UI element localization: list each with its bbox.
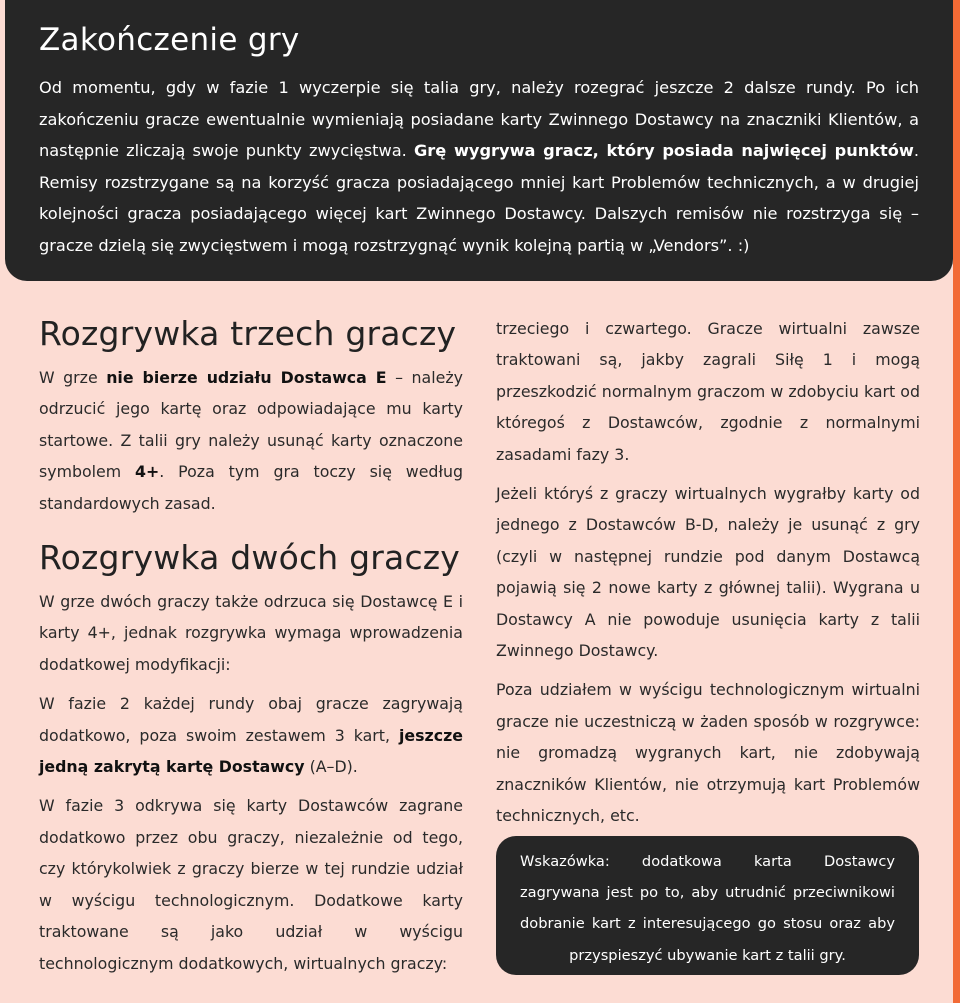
three-players-symbol: 4+ — [135, 462, 160, 482]
two-players-virtual-limits: Poza udziałem w wyścigu technologicznym wirtualni gracze nie uczestniczą w żaden sposób w rozgrywce: nie gromadzą wygranych kart, nie zdobywają znaczników Klientów, nie otrzymują kart Problemów technicznych, etc. — [496, 680, 920, 826]
two-players-virtual-players: trzeciego i czwartego. Gracze wirtualni zawsze traktowani są, jakby zagrali Siłę 1 i mogą przeszkodzić normalnym graczom w zdobyciu kart od któregoś z Dostawców, zgodnie z normalnymi zasadami fazy 3. — [496, 319, 920, 464]
two-players-phase2 — [39, 688, 463, 782]
two-players-intro: W grze dwóch graczy także odrzuca się Dostawcę E i karty 4+, jednak rozgrywka wymaga wprowadzenia dodatkowej modyfikacji: — [39, 592, 463, 674]
hint-text: Wskazówka: dodatkowa karta Dostawcy zagrywana jest po to, aby utrudnić przeciwnikowi dobranie kart z interesującego go stosu oraz aby przyspieszyć ubywanie kart z talii gry. — [520, 853, 895, 964]
end-game-text-part2: . Remisy rozstrzygane są na korzyść gracza posiadającego mniej kart Problemów technicznych, a w drugiej kolejności gracza posiadającego więcej kart Zwinnego Dostawcy. Dalszych remisów nie rozstrzyga się – gracze dzielą się zwycięstwem i mogą rozstrzygnąć wynik kolejną partią w „Vendors”. :) — [39, 141, 920, 255]
hint-box — [496, 836, 919, 975]
three-players-rule-no-e: nie bierze udziału Dostawca E — [106, 368, 387, 387]
two-players-title: Rozgrywka dwóch graczy — [39, 538, 461, 578]
three-players-text-c: . Poza tym gra toczy się według standardowych zasad. — [39, 462, 463, 513]
end-game-winner-rule: Grę wygrywa gracz, który posiada najwięcej punktów — [414, 141, 914, 160]
right-column — [496, 313, 920, 832]
end-game-section — [5, 0, 953, 281]
three-players-title: Rozgrywka trzech graczy — [39, 314, 457, 353]
end-game-title: Zakończenie gry — [39, 22, 300, 58]
two-players-phase2-a: W fazie 2 każdej rundy obaj gracze zagrywają dodatkowo, poza swoim zestawem 3 kart, — [39, 694, 463, 745]
two-players-virtual-win: Jeżeli któryś z graczy wirtualnych wygrałby karty od jednego z Dostawców B-D, należy je usunąć z gry (czyli w następnej rundzie pod danym Dostawcą pojawią się 2 nowe karty z głównej talii). Wygrana u Dostawcy A nie powoduje usunięcia karty z talii Zwinnego Dostawcy. — [496, 484, 920, 661]
end-game-text — [39, 72, 919, 261]
left-column — [39, 312, 463, 979]
three-players-text-a: W grze — [39, 368, 107, 387]
end-game-text-part1: Od momentu, gdy w fazie 1 wyczerpie się talia gry, należy rozegrać jeszcze 2 dalsze rundy. Po ich zakończeniu gracze ewentualnie wymieniają posiadane karty Zwinnego Dostawcy na znaczniki Klientów, a następnie zliczają swoje punkty zwycięstwa. — [39, 78, 919, 160]
two-players-phase2-extra-card: jeszcze jedną zakrytą kartę Dostawcy — [39, 725, 463, 777]
two-players-phase3: W fazie 3 odkrywa się karty Dostawców zagrane dodatkowo przez obu graczy, niezależnie od tego, czy którykolwiek z graczy bierze w tej rundzie udział w wyścigu technologicznym. Dodatkowe karty traktowane są jako udział w wyścigu technologicznym dodatkowych, wirtualnych graczy: — [39, 796, 463, 973]
three-players-text — [39, 362, 463, 519]
three-players-text-b: – należy odrzucić jego kartę oraz odpowiadające mu karty startowe. Z talii gry należy usunąć karty oznaczone symbolem — [39, 368, 463, 482]
two-players-phase2-b: (A–D). — [304, 757, 358, 777]
